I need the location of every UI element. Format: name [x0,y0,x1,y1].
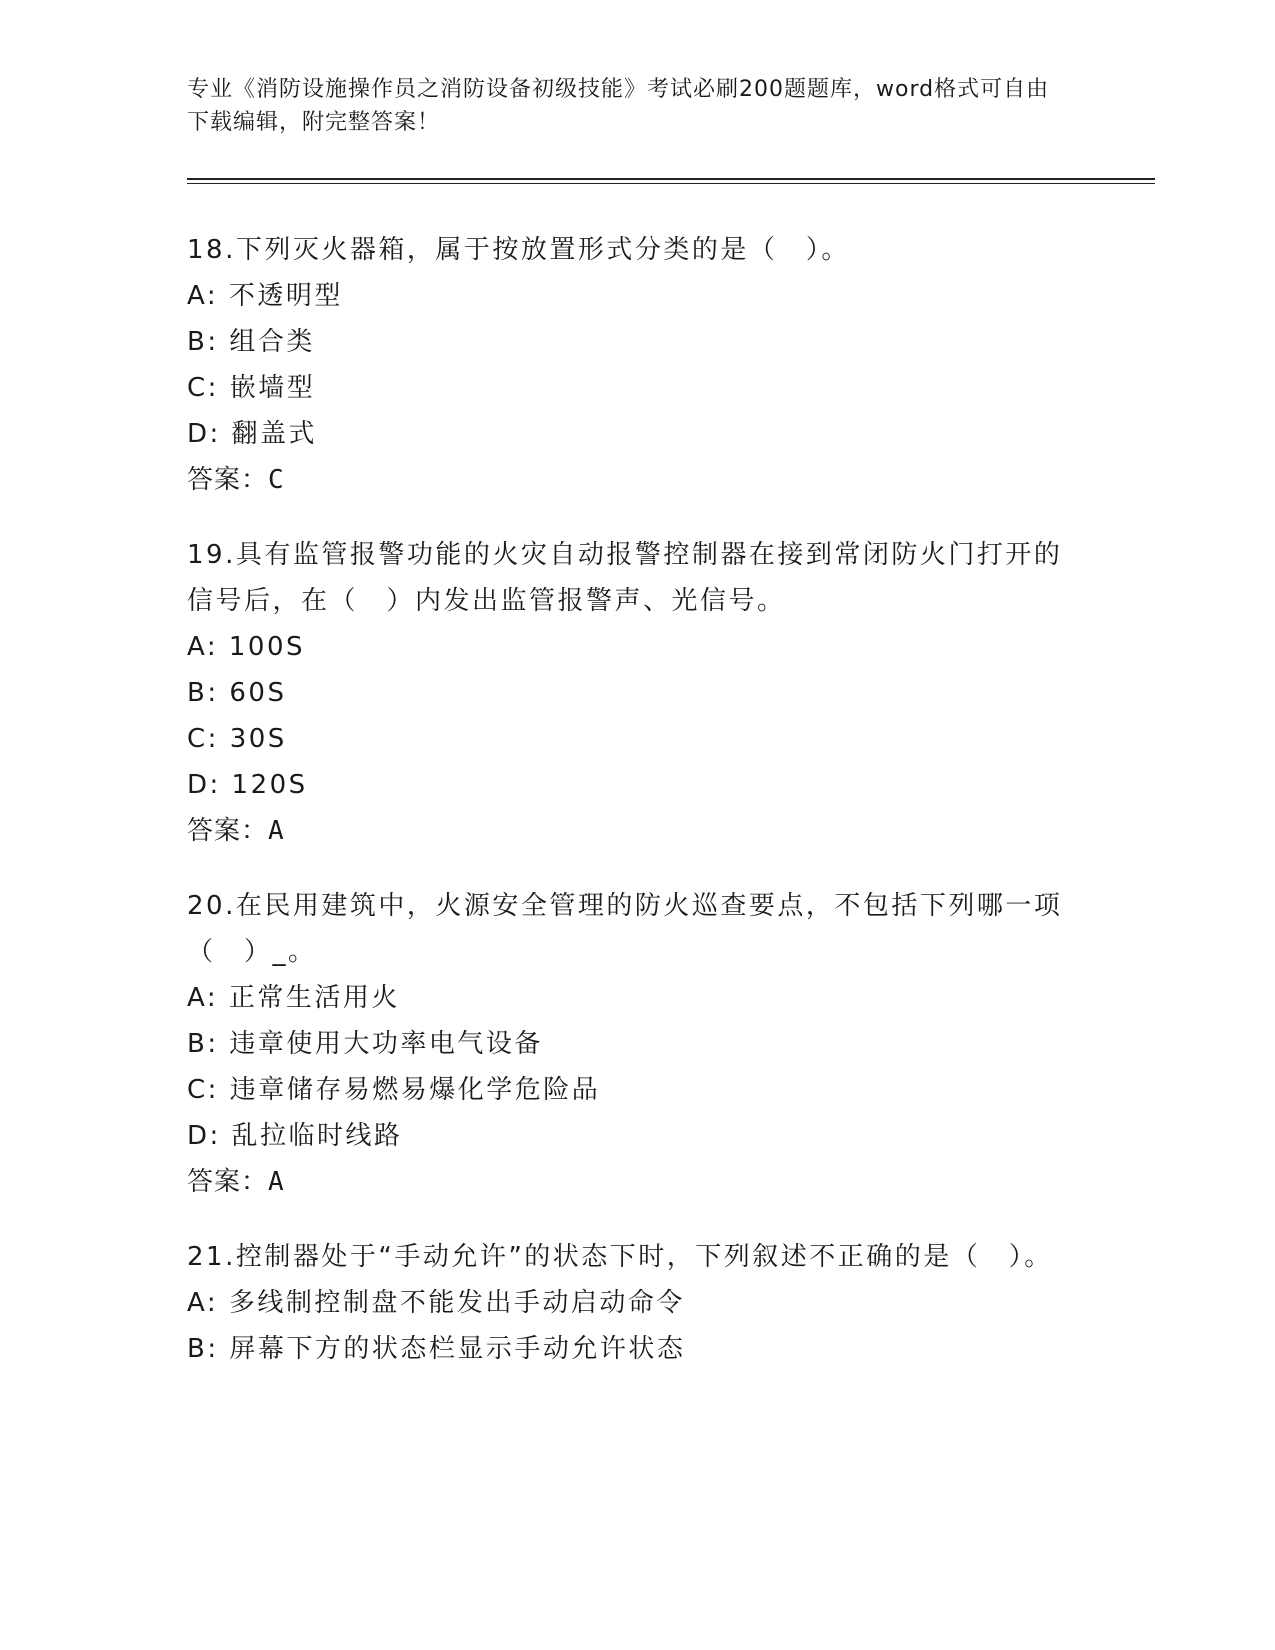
option-text: 翻盖式 [231,419,318,449]
option-d [187,762,1087,808]
header-divider-thin [187,183,1155,184]
option-text: 违章储存易燃易爆化学危险品 [229,1075,601,1105]
question-21 [187,1234,1087,1372]
option-text: 屏幕下方的状态栏显示手动允许状态 [229,1334,686,1364]
option-letter: B: [187,678,219,708]
answer-line [187,808,1087,854]
option-letter: B: [187,1334,219,1364]
option-text: 100S [228,632,305,662]
answer-value: A [268,1167,285,1197]
document-header: 专业《消防设施操作员之消防设备初级技能》考试必刷200题题库，word格式可自由下载编辑，附完整答案！ [187,77,1050,135]
answer-line [187,1159,1087,1205]
option-a [187,1280,1087,1326]
option-letter: A: [187,281,219,311]
question-text: 19.具有监管报警功能的火灾自动报警控制器在接到常闭防火门打开的信号后，在（ ）内发出监管报警声、光信号。 [187,540,1063,616]
option-text: 正常生活用火 [228,983,400,1013]
option-c [187,716,1087,762]
answer-label: 答案： [187,816,269,846]
option-a [187,273,1087,319]
option-letter: A: [187,983,219,1013]
answer-label: 答案： [187,465,269,495]
option-d [187,1113,1087,1159]
option-text: 乱拉临时线路 [231,1121,403,1151]
option-letter: D: [187,419,221,449]
option-text: 嵌墙型 [229,373,316,403]
option-text: 多线制控制盘不能发出手动启动命令 [228,1288,685,1318]
question-18 [187,227,1087,503]
answer-value: A [268,816,285,846]
option-b [187,319,1087,365]
option-letter: B: [187,327,219,357]
option-letter: A: [187,632,219,662]
option-a [187,975,1087,1021]
option-d [187,411,1087,457]
question-text: 18.下列灭火器箱，属于按放置形式分类的是（ ）。 [187,235,850,265]
option-text: 120S [231,770,308,800]
question-text: 20.在民用建筑中，火源安全管理的防火巡查要点，不包括下列哪一项（ ）_。 [187,891,1063,967]
option-b [187,1021,1087,1067]
option-letter: D: [187,770,221,800]
header-divider-thick [187,178,1155,180]
option-c [187,1067,1087,1113]
option-letter: A: [187,1288,219,1318]
question-19 [187,532,1087,854]
option-letter: D: [187,1121,221,1151]
option-b [187,670,1087,716]
option-letter: C: [187,724,219,754]
answer-value: C [268,465,285,495]
option-text: 不透明型 [228,281,343,311]
option-text: 30S [229,724,287,754]
option-a [187,624,1087,670]
question-20 [187,883,1087,1205]
option-text: 组合类 [229,327,315,357]
option-c [187,365,1087,411]
option-b [187,1326,1087,1372]
answer-label: 答案： [187,1167,269,1197]
question-list [187,227,1087,1401]
option-letter: C: [187,373,219,403]
option-letter: B: [187,1029,219,1059]
option-text: 60S [229,678,287,708]
answer-line [187,457,1087,503]
option-letter: C: [187,1075,219,1105]
question-text: 21.控制器处于“手动允许”的状态下时，下列叙述不正确的是（ ）。 [187,1242,1053,1272]
option-text: 违章使用大功率电气设备 [229,1029,543,1059]
